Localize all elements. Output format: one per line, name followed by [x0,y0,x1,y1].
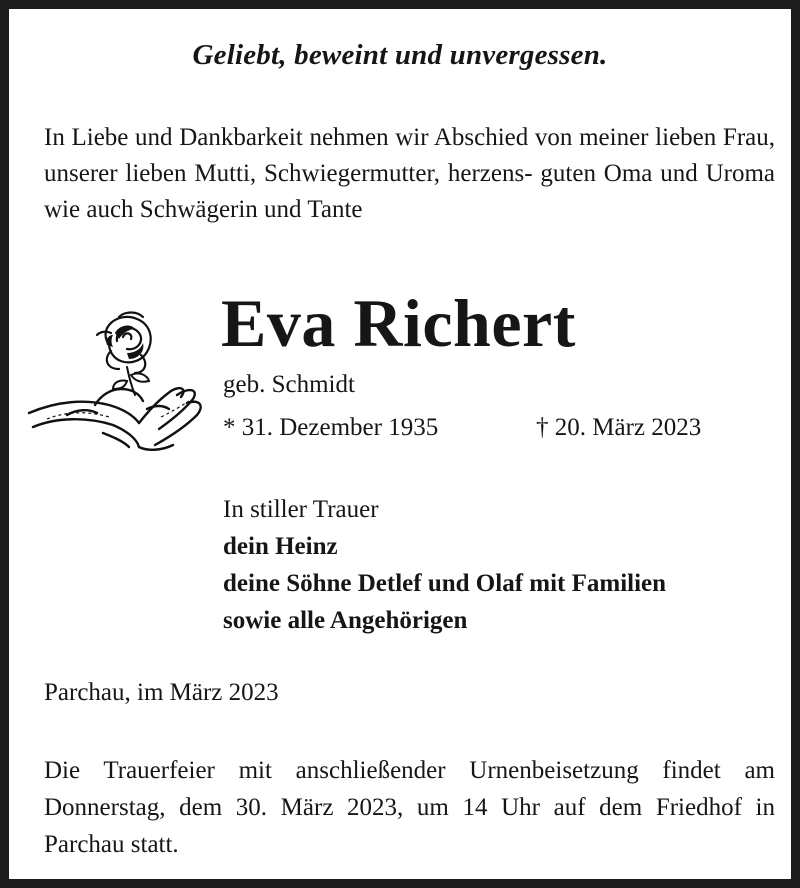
place-date: Parchau, im März 2023 [44,679,279,706]
motto-heading: Geliebt, beweint und unvergessen. [192,39,608,71]
mourners-block [223,491,783,639]
intro-text [44,120,775,228]
rose-in-hands-icon [27,305,207,461]
ceremony-line: Die Trauerfeier mit anschließender Urnenbeisetzung findet [44,757,721,784]
intro-line: In Liebe und Dankbarkeit nehmen wir Abschied von meiner [44,124,649,151]
ceremony-line: am Donnerstag, dem 30. März 2023, um 14 Uhr auf dem [44,757,775,821]
mourning-intro: In stiller Trauer [223,496,379,523]
ceremony-text [44,752,775,863]
intro-line: guten Oma und Uroma wie auch Schwägerin und Tante [44,160,776,223]
ceremony-line: Friedhof in Parchau statt. [44,794,775,858]
deceased-name: Eva Richert [221,285,576,361]
mourner-line: dein Heinz [223,533,338,560]
intro-line: lieben Frau, unserer lieben Mutti, Schwiegermutter, herzens- [44,124,775,187]
death-date: † 20. März 2023 [536,414,702,441]
birth-date: * 31. Dezember 1935 [223,414,439,441]
mourner-line: deine Söhne Detlef und Olaf mit Familien [223,570,667,597]
maiden-name: geb. Schmidt [223,371,355,398]
mourner-line: sowie alle Angehörigen [223,607,468,634]
